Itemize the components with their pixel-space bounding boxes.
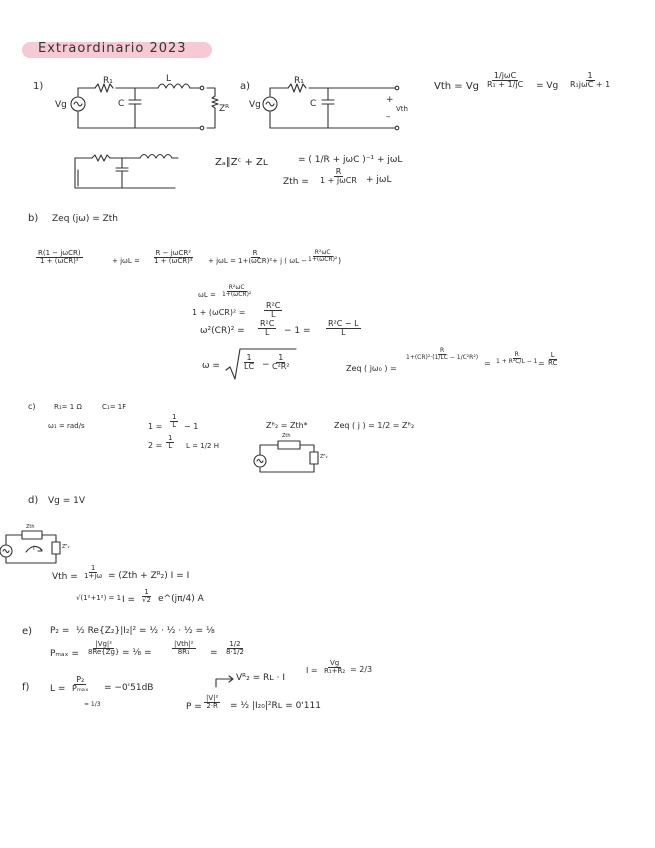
b-s3-lhs: ω²(CR)² = [200,326,245,336]
circuit-1-c: C [118,99,125,109]
part-1-label: 1) [33,81,44,92]
circuit-a-r1: R₁ [294,76,304,86]
d-vth-lhs: Vth = [52,572,78,582]
c-e1-tail: − 1 [184,422,199,431]
c-omega: ω₁ = rad/s [48,422,85,430]
circuit-a-vg: Vg [249,100,261,110]
e-pmax-den3: 8·1/2 [226,648,244,657]
zth-line1-rhs: = ( 1/R + jωC )⁻¹ + jωL [298,155,403,165]
b-s4-frac1 [242,354,256,372]
circuit-1 [71,84,218,130]
b-s4-num1: 1 [246,353,252,362]
d-i-den: √2 [142,596,151,605]
d-vth-num: 1 [90,564,96,572]
b-zeq-den: 1+(CR)²·(1/LC − 1/C²R²) [406,354,479,362]
circuit-d [0,531,60,563]
f-p-tail: = ½ |I₂₀|²Rʟ = 0'111 [230,701,321,711]
vth-frac-2 [568,72,612,90]
b-row1-b-den: 1 + (ωCR)² [154,257,193,266]
d-i-num: 1 [144,588,149,596]
f-l-lhs: L = [50,684,66,694]
b-zeq-frac [404,348,480,362]
part-c-label: c) [28,402,36,411]
part-a-label: a) [240,81,251,92]
b-row1-c-tail: + j ( ωL − [272,257,308,265]
vth-frac-2-num: 1 [587,71,593,80]
b-s4-den2: C²R² [272,362,290,372]
f-l-sub: ≈ 1/3 [84,701,101,708]
d-circuit-zr: Zᴿ₂ [62,544,70,550]
c-e1-den: L [172,421,177,430]
c-zeq-eq: Zeq ( j ) = 1/2 = Zᴿ₂ [334,421,415,430]
b-row1-b-num: R − jωCR² [155,249,192,257]
b-s3-frac2 [326,320,361,338]
e-p2-lhs: P₂ = [50,626,70,636]
circuit-1-l: L [166,74,172,84]
b-row1-a-den: 1 + (ωCR)² [40,257,79,266]
circuit-c [254,441,318,472]
e-pmax-frac3 [224,641,246,657]
arrow-f [216,679,232,687]
d-given: Vg = 1V [48,496,86,506]
f-vr: Vᴿ₂ = Rʟ · I [236,673,286,683]
b-zeq-den2: 1 + R²C/L − 1 [496,358,538,366]
circuit-a-vth: Vth [396,105,408,113]
f-i-tail: = 2/3 [350,665,373,674]
b-s3-den: L [264,328,270,338]
vth-frac-1 [485,72,525,90]
b-row1-frac-b [152,250,195,266]
c-circuit-zth: Zth [282,433,291,439]
c-e2-den: L [168,442,173,451]
b-s4-frac2 [270,354,292,372]
vth-frac-1-den: R₁ + 1/jC [487,80,524,90]
part-d-label: d) [28,495,39,506]
b-row1-c-den: 1+(ωCR)² [238,257,273,266]
b-s3-frac [258,320,276,338]
b-row1-a-tail: + jωL = [112,257,140,265]
b-s2-lhs: 1 + (ωCR)² = [192,308,246,317]
b-s1-den: 1+(ωCR)² [222,291,252,299]
circuit-a-plus: + [386,95,394,105]
b-row1-d-tail: ) [338,256,342,265]
b-zeq-den3: RC [548,359,558,368]
f-p-lhs: P = [186,702,202,712]
f-l-frac [70,676,91,694]
f-l-den: Pₘₐₓ [72,684,89,694]
e-p2-rhs: ½ Re{Z₂}|I₂|² = ½ · ½ · ½ = ⅛ [76,626,215,636]
c-e1-num: 1 [172,413,177,421]
e-pmax-frac [86,641,121,657]
e-pmax-lhs: Pₘₐₓ = [50,649,79,659]
e-pmax-frac2 [172,641,196,657]
f-i-num: Vg [329,659,340,667]
b-s1-num: R²ωC [228,284,245,291]
circuit-1-vg: Vg [55,100,67,110]
vth-eq: = Vg [536,81,559,91]
f-p-frac [204,695,220,711]
b-zeq-frac2 [494,352,539,366]
b-row1-b-tail: + jωL = [208,257,236,265]
c-e1-lhs: 1 = [148,422,163,431]
f-i-lhs: I = [306,666,318,675]
zth-den: 1 + jωCR [320,176,357,186]
b-s2-den: L [270,310,276,320]
e-pmax-eq: = [210,648,218,658]
b-zeq-eq: = [484,359,491,368]
d-i-lhs: I = [122,595,136,605]
vth-lhs: Vth = Vg [434,81,480,92]
e-pmax-mid: = ⅛ = [122,648,152,658]
page-title: Extraordinario 2023 [38,41,187,56]
e-pmax-den2: 8R₁ [177,648,190,657]
b-row1-frac-c [236,250,274,266]
f-i-frac [322,660,347,676]
d-i-frac [140,589,153,605]
b-row1-frac-a [36,250,83,266]
f-p-den: 2·R [206,702,218,711]
b-s4-den1: LC [244,362,255,372]
b-row1-c-num: R [252,249,258,257]
part-e-label: e) [22,626,33,637]
e-pmax-num3: 1/2 [229,640,241,648]
b-zeq-num3: L [550,351,555,359]
vth-frac-1-num: 1/jωC [493,71,517,80]
b-zeq-frac3 [546,352,559,368]
part-b-label: b) [28,213,39,224]
d-circuit-zth: Zth [26,524,35,530]
b-s3-den2: L [341,328,346,338]
f-l-tail: = −0'51dB [104,683,154,693]
e-pmax-den: 8Re{Zg} [88,648,120,657]
b-s4-num2: 1 [278,353,284,362]
c-given-r: R₁= 1 Ω [54,403,82,411]
b-zeq-eq2: = [538,359,545,368]
circuit-a [263,84,399,130]
b-s3-num2: R²C − L [328,319,359,328]
part-f-label: f) [22,682,30,693]
f-i-den: R₁+R₂ [324,667,346,676]
c-e2-frac [166,435,174,451]
zth-lhs: Zth = [283,177,309,187]
c-e1-frac [170,414,178,430]
b-zeq-num: R [439,347,445,354]
d-circuit-i: I [33,545,35,552]
b-s2-frac [264,302,282,320]
circuit-a-c: C [310,99,317,109]
d-vth-frac [82,565,104,581]
c-e2-lhs: 2 = [148,441,163,450]
zth-line1-lhs: Zₐ∥Zᶜ + Zʟ [215,157,268,168]
b-row1-d-num: R²ωC [314,249,331,256]
e-pmax-num2: |Vth|² [174,640,194,648]
part-b-condition: Zeq (jω) = Zth [52,214,118,224]
circuit-1-r1: R₁ [103,76,113,86]
d-vth-den: 1+jω [84,572,103,581]
f-l-num: P₂ [76,675,85,684]
c-e2-tail: L = 1/2 H [186,442,219,450]
zth-num: R [335,167,342,176]
b-s4-lhs: ω = [202,361,220,371]
circuit-1-zr: Zᴿ [219,104,230,114]
b-zeq-num2: R [514,351,519,358]
b-row1-d-den: 1+(ωCR)² [308,256,338,264]
f-p-num: |V|² [206,694,219,702]
vth-frac-2-den: R₁jωC + 1 [570,80,611,90]
zth-frac [318,168,359,186]
b-row1-frac-d [306,249,342,265]
zth-tail: + jωL [366,175,392,185]
b-s3-num: R²C [260,319,275,328]
d-magnitude: √(1²+1²) = 1 [76,594,122,602]
b-s1-frac [220,285,253,299]
b-row1-a-num: R(1 − jωCR) [38,249,81,257]
circuit-equivalent [75,155,178,189]
b-zeq-lhs: Zeq ( jω₀ ) = [346,364,397,373]
d-vth-tail: = (Zth + Zᴿ₂) I = I [108,571,190,581]
e-pmax-num: |Vg|² [95,640,113,648]
c-given-c: C₁= 1F [102,403,127,411]
circuit-a-minus: – [386,112,391,122]
b-s3-mid: − 1 = [284,326,311,336]
b-s1-lhs: ωL = [198,291,216,299]
b-s2-num: R²C [266,301,281,310]
b-s4-minus: − [262,360,270,370]
c-e2-num: 1 [168,434,173,442]
c-zr-eq: Zᴿ₂ = Zth* [266,421,308,430]
c-circuit-zr: Zᴿ₂ [320,454,328,460]
d-i-tail: e^(jπ/4) A [158,594,204,604]
